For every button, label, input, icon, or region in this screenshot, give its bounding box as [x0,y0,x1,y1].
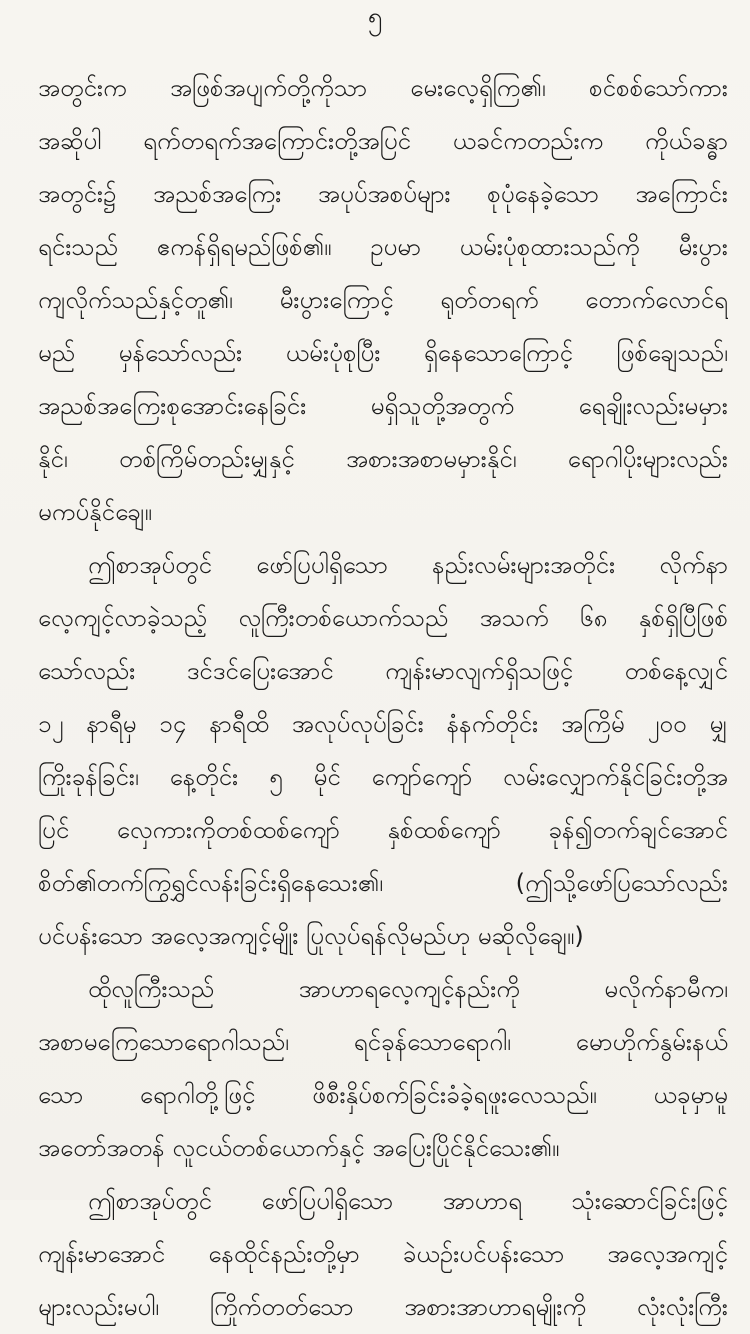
text-line-paragraph-start: ဤစာအုပ်တွင် ဖော်ပြပါရှိသော အာဟာရ သုံးဆောင်ခြင်းဖြင့် [88,1187,728,1215]
text-line-paragraph-end: မကပ်နိုင်ချေ။ [38,498,152,526]
text-line: နိုင်၊ တစ်ကြိမ်တည်းမျှနှင့် အစားအစာမမှားနိုင်၊ ရောဂါပိုးများလည်း [38,445,728,473]
text-line: ၁၂ နာရီမှ ၁၄ နာရီထိ အလုပ်လုပ်ခြင်း နံနက်တိုင်း အကြိမ် ၂၀၀ မျှ [38,710,728,738]
body-text [38,62,728,1334]
page-number: ၅ [367,2,383,32]
text-line-paragraph-end: အတော်အတန် လူငယ်တစ်ယောက်နှင့် အပြေးပြိုင်နိုင်သေး၏။ [38,1134,560,1162]
text-line: ပြင် လှေကားကိုတစ်ထစ်ကျော် နှစ်ထစ်ကျော် ခုန်၍တက်ချင်အောင် [38,816,728,844]
text-line: အတွင်း၌ အညစ်အကြေး အပုပ်အစပ်များ စုပုံနေခဲ့သော အကြောင်း [38,180,728,208]
text-line: စိတ်၏တက်ကြွရွှင်လန်းခြင်းရှိနေသေး၏၊ (ဤသို့ဖော်ပြသော်လည်း [38,869,728,897]
text-line-paragraph-start: ဤစာအုပ်တွင် ဖော်ပြပါရှိသော နည်းလမ်းများအတိုင်း လိုက်နာ [88,551,728,579]
text-line: အစာမကြေသောရောဂါသည်၊ ရင်ခုန်သောရောဂါ၊ မောဟိုက်နွမ်းနယ် [38,1028,728,1056]
text-line: အဆိုပါ ရက်တရက်အကြောင်းတို့အပြင် ယခင်ကတည်းက ကိုယ်ခန္ဓာ [38,127,728,155]
text-line: သော်လည်း ဒင်ဒင်ပြေးအောင် ကျန်းမာလျက်ရှိသဖြင့် တစ်နေ့လျှင် [38,657,728,685]
text-line: သော ရောဂါတို့ဖြင့် ဖိစီးနှိပ်စက်ခြင်းခံခဲ့ရဖူးလေသည်။ ယခုမှာမူ [38,1081,728,1109]
text-line: ကြိုးခုန်ခြင်း၊ နေ့တိုင်း ၅ မိုင် ကျော်ကျော် လမ်းလျှောက်နိုင်ခြင်းတို့အ [38,763,728,791]
text-line: အတွင်းက အဖြစ်အပျက်တို့ကိုသာ မေးလေ့ရှိကြ၏၊ စင်စစ်သော်ကား [38,74,728,102]
text-line: များလည်းမပါ၊ ကြိုက်တတ်သော အစားအာဟာရမျိုးကို လုံးလုံးကြီး [38,1293,728,1321]
text-line: မည် မှန်သော်လည်း ယမ်းပုံစုပြီး ရှိနေသောကြောင့် ဖြစ်ချေသည်၊ [38,339,728,367]
text-line: ရင်းသည် ဧကန်ရှိရမည်ဖြစ်၏။ ဥပမာ ယမ်းပုံစုထားသည်ကို မီးပွား [38,233,728,261]
text-line: လေ့ကျင့်လာခဲ့သည့် လူကြီးတစ်ယောက်သည် အသက် ၆၈ နှစ်ရှိပြီဖြစ် [38,604,728,632]
text-line: ကျလိုက်သည်နှင့်တူ၏၊ မီးပွားကြောင့် ရုတ်တရက် တောက်လောင်ရ [38,286,728,314]
text-line-paragraph-start: ထိုလူကြီးသည် အာဟာရလေ့ကျင့်နည်းကို မလိုက်နာမီက၊ [88,975,728,1003]
text-line: အညစ်အကြေးစုအောင်းနေခြင်း မရှိသူတို့အတွက် ရေချိုးလည်းမမှား [38,392,728,420]
text-line: ကျန်းမာအောင် နေထိုင်နည်းတို့မှာ ခဲယဉ်းပင်ပန်းသော အလေ့အကျင့် [38,1240,728,1268]
text-line-paragraph-end: ပင်ပန်းသော အလေ့အကျင့်မျိုး ပြုလုပ်ရန်လိုမည်ဟု မဆိုလိုချေ။) [38,922,584,950]
